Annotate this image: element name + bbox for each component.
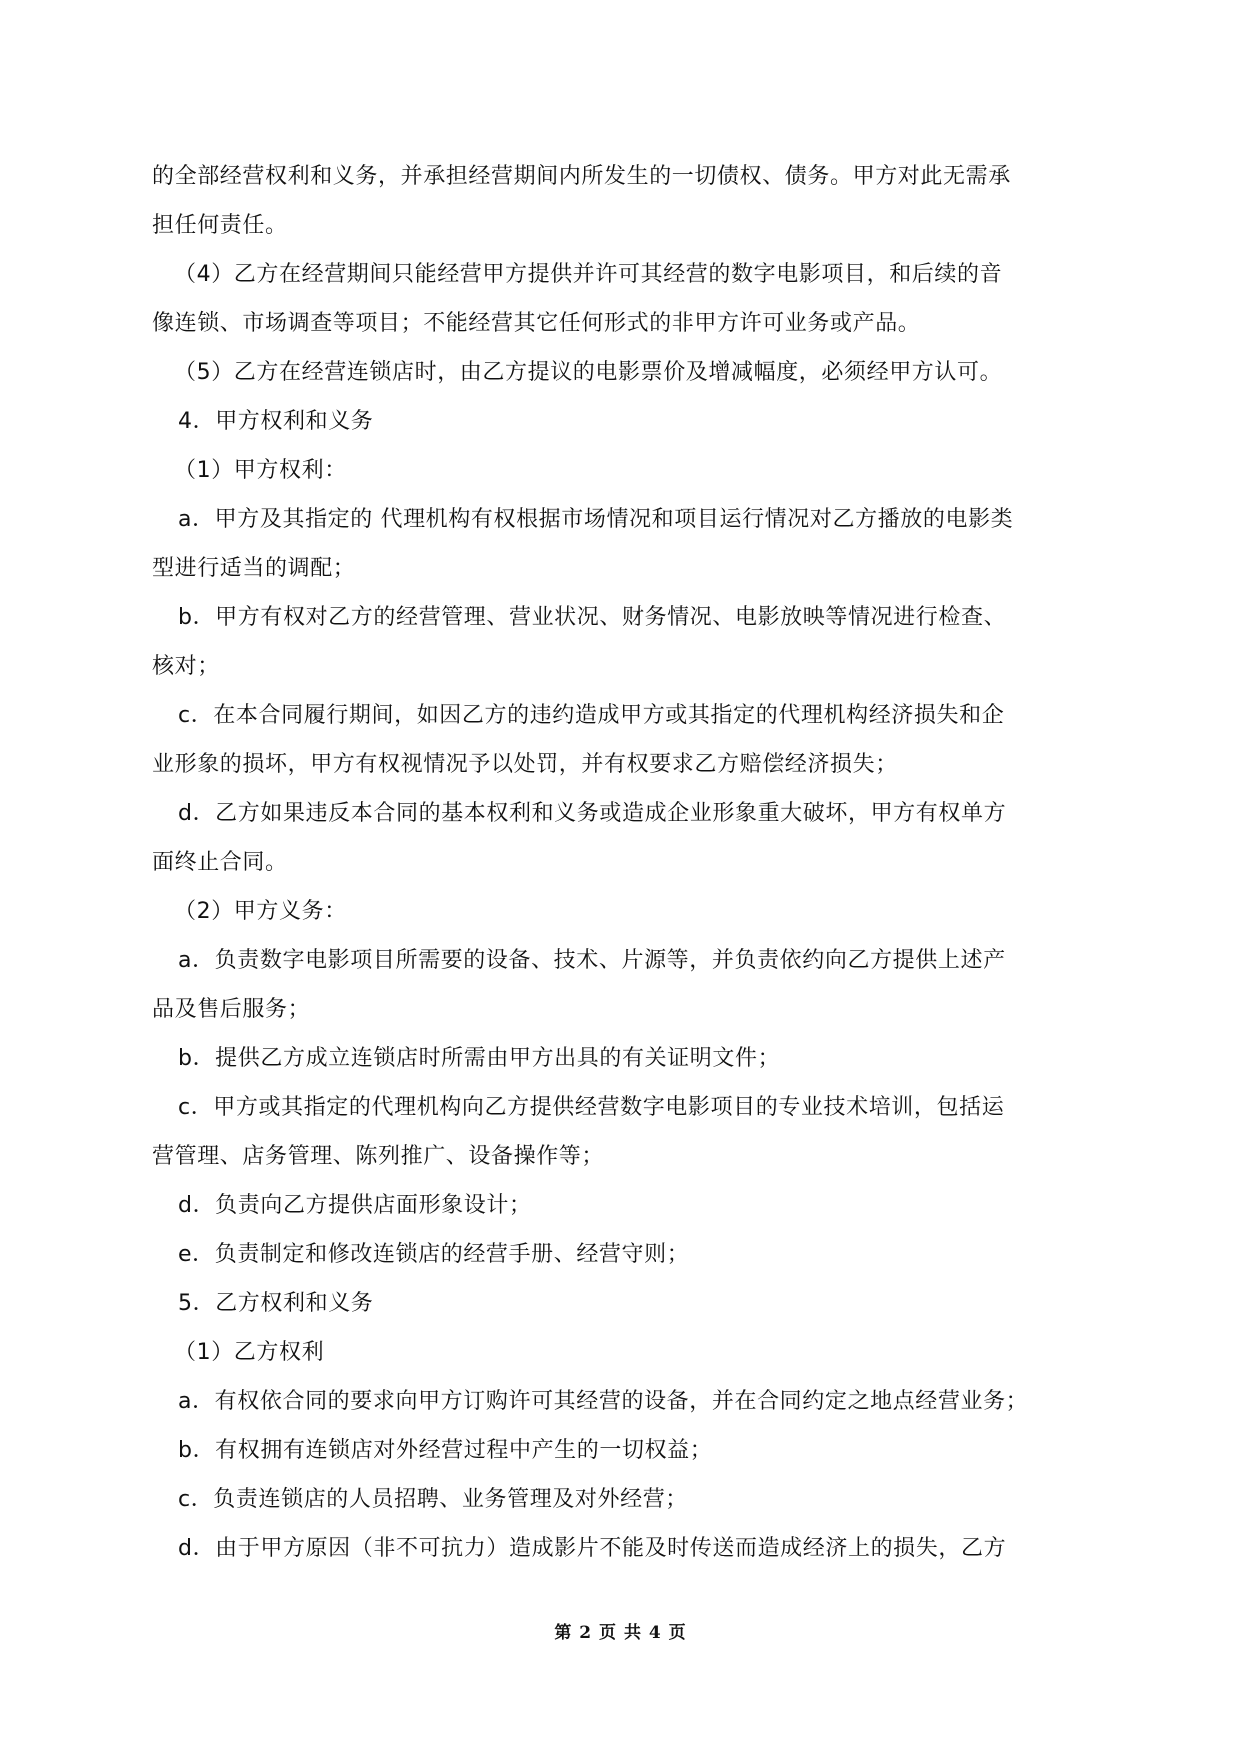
- text-line: 像连锁、市场调查等项目；不能经营其它任何形式的非甲方许可业务或产品。: [152, 311, 921, 336]
- text-line: （5）乙方在经营连锁店时，由乙方提议的电影票价及增减幅度，必须经甲方认可。: [174, 360, 1003, 385]
- page-footer: 第 2 页 共 4 页: [554, 1623, 687, 1643]
- text-line: 的全部经营权利和义务，并承担经营期间内所发生的一切债权、债务。甲方对此无需承: [152, 164, 1011, 189]
- text-line: 品及售后服务；: [152, 997, 311, 1022]
- text-line: e．负责制定和修改连锁店的经营手册、经营守则；: [178, 1242, 690, 1267]
- text-line: a．负责数字电影项目所需要的设备、技术、片源等，并负责依约向乙方提供上述产: [178, 948, 1006, 973]
- text-line: d．由于甲方原因（非不可抗力）造成影片不能及时传送而造成经济上的损失，乙方: [178, 1536, 1007, 1561]
- text-line: b．有权拥有连锁店对外经营过程中产生的一切权益；: [178, 1438, 713, 1463]
- text-line: 5．乙方权利和义务: [178, 1291, 374, 1316]
- text-line: d．负责向乙方提供店面形象设计；: [178, 1193, 532, 1218]
- text-line: d．乙方如果违反本合同的基本权利和义务或造成企业形象重大破坏，甲方有权单方: [178, 801, 1007, 826]
- text-line: （2）甲方义务：: [174, 899, 347, 924]
- text-line: a．有权依合同的要求向甲方订购许可其经营的设备，并在合同约定之地点经营业务；: [178, 1389, 1029, 1414]
- text-line: 担任何责任。: [152, 213, 288, 238]
- text-line: b．提供乙方成立连锁店时所需由甲方出具的有关证明文件；: [178, 1046, 781, 1071]
- text-line: 4．甲方权利和义务: [178, 409, 374, 434]
- text-line: 面终止合同。: [152, 850, 288, 875]
- text-line: 型进行适当的调配；: [152, 556, 356, 581]
- text-line: 核对；: [152, 654, 220, 679]
- text-line: 业形象的损坏，甲方有权视情况予以处罚，并有权要求乙方赔偿经济损失；: [152, 752, 898, 777]
- text-line: （4）乙方在经营期间只能经营甲方提供并许可其经营的数字电影项目，和后续的音: [174, 262, 1003, 287]
- text-line: c．甲方或其指定的代理机构向乙方提供经营数字电影项目的专业技术培训，包括运: [178, 1095, 1005, 1120]
- text-line: b．甲方有权对乙方的经营管理、营业状况、财务情况、电影放映等情况进行检查、: [178, 605, 1007, 630]
- text-line: c．负责连锁店的人员招聘、业务管理及对外经营；: [178, 1487, 688, 1512]
- text-line: 营管理、店务管理、陈列推广、设备操作等；: [152, 1144, 605, 1169]
- text-line: （1）乙方权利: [174, 1340, 325, 1365]
- text-line: （1）甲方权利：: [174, 458, 347, 483]
- text-line: c．在本合同履行期间，如因乙方的违约造成甲方或其指定的代理机构经济损失和企: [178, 703, 1005, 728]
- document-body: [152, 152, 1092, 1573]
- text-line: a．甲方及其指定的 代理机构有权根据市场情况和项目运行情况对乙方播放的电影类: [178, 507, 1014, 532]
